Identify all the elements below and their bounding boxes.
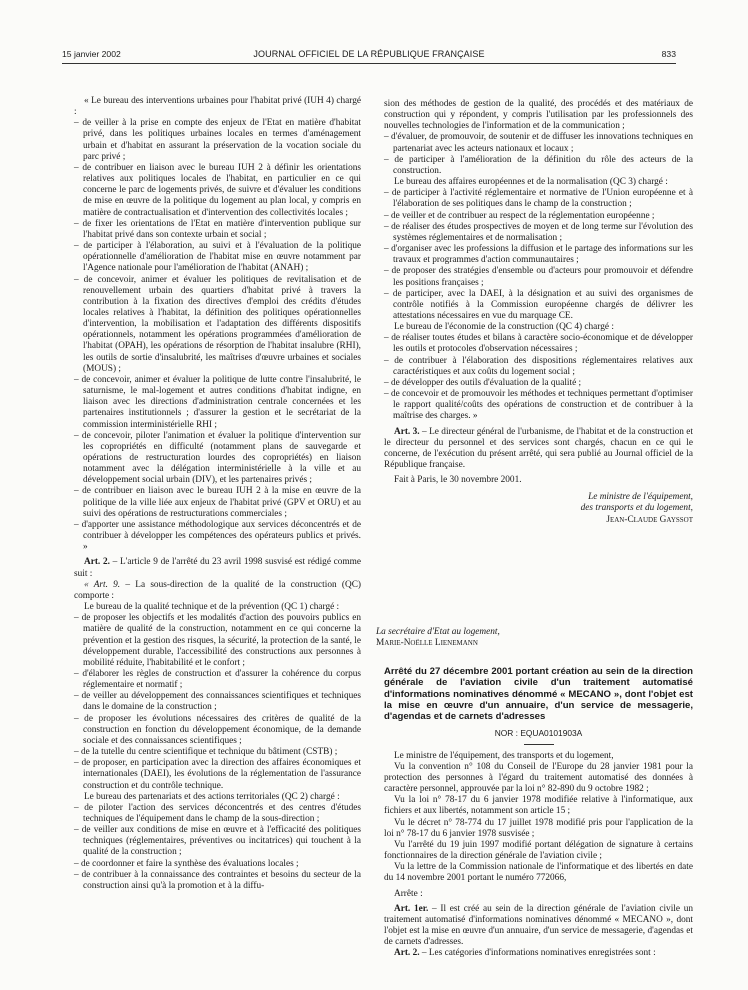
- paragraph: [384, 155, 693, 177]
- paragraph-text: – de fixer les orientations de l'Etat en matière d'intervention publique sur l'habitat privé dans son contexte urbain et social ;: [74, 218, 361, 240]
- paragraph: [74, 431, 361, 487]
- paragraph-text: – de contribuer à la connaissance des contraintes et besoins du secteur de la construction ainsi qu'à la promotion et à la diffu-: [74, 869, 361, 891]
- paragraph-text: – d'élaborer les règles de construction et d'assurer la cohérence du corpus réglementaire et normatif ;: [74, 668, 361, 691]
- signature-minister-line-1: Le ministre de l'équipement,: [588, 492, 693, 503]
- page-header: [62, 49, 676, 63]
- paragraph: [384, 795, 693, 817]
- decree-nor: NOR : EQUA0101903A: [494, 727, 583, 738]
- paragraph: [74, 275, 361, 375]
- paragraph: [384, 333, 693, 355]
- paragraph-text: – de participer, avec la DAEI, à la désignation et au suivi des organismes de contrôle notifiés à la Commission européenne chargés de délivrer les attestations nécessaires en vue du marquage CE.: [384, 288, 693, 321]
- paragraph: [384, 222, 693, 244]
- article-label: Art. 2.: [84, 557, 110, 568]
- right-column: [384, 99, 693, 526]
- paragraph: [74, 803, 361, 825]
- paragraph: [74, 486, 361, 519]
- paragraph-text: – de contribuer en liaison avec le bureau IUH 2 à la mise en œuvre de la politique de la ville liée aux enjeux de l'habitat privé (GPV et ORU) et au suivi des opérations de restructurations commerciales ;: [74, 486, 361, 519]
- paragraph-text: Le bureau de l'économie de la construction (QC 4) chargé :: [394, 322, 614, 333]
- paragraph: [74, 613, 361, 669]
- paragraph-text: – de veiller au développement des connaissances scientifiques et techniques dans le domaine de la construction ;: [74, 691, 361, 713]
- paragraph-text: Fait à Paris, le 30 novembre 2001.: [394, 475, 522, 486]
- secretary-signature: [376, 627, 676, 649]
- paragraph: [384, 211, 693, 222]
- paragraph: [384, 99, 693, 132]
- paragraph: [384, 356, 693, 378]
- paragraph-text: Vu la lettre de la Commission nationale de l'informatique et des libertés en date du 14 novembre 2001 portant le numéro 772066,: [384, 862, 693, 884]
- header-rule: [62, 63, 676, 64]
- signature-minister-name: Jean-Claude Gayssot: [606, 514, 693, 525]
- article-label: Art. 1er.: [394, 903, 429, 914]
- paragraph: [384, 378, 693, 389]
- paragraph-text: – de participer à l'élaboration, au suivi et à l'évaluation de la politique opérationnelle d'amélioration de l'habitat mise en œuvre notamment par l'Agence nationale pour l'amélioration de l'habitat (ANAH) ;: [74, 241, 361, 274]
- article-label: Art. 2.: [394, 948, 420, 959]
- paragraph: [74, 747, 361, 758]
- article-label: Art. 3.: [394, 426, 420, 437]
- paragraph-text: – Les catégories d'informations nominatives enregistrées sont :: [419, 948, 656, 959]
- paragraph-text: Vu le décret n° 78-774 du 17 juillet 1978 modifié pris pour l'application de la loi n° 78-17 du 6 janvier 1978 susvisée ;: [384, 817, 693, 839]
- paragraph-text: – de proposer les évolutions nécessaires des critères de qualité de la construction en fonction du développement économique, de la demande sociale et des connaissances scientifiques ;: [74, 713, 361, 746]
- paragraph-text: Le bureau des partenariats et des actions territoriales (QC 2) chargé :: [84, 791, 340, 802]
- paragraph: [74, 758, 361, 791]
- paragraph: [74, 792, 361, 803]
- paragraph-text: – d'apporter une assistance méthodologique aux services déconcentrés et de contribuer à développer les compétences des opérateurs publics et privés. »: [74, 519, 361, 553]
- signature-block: [384, 492, 693, 525]
- paragraph: [384, 475, 693, 486]
- paragraph-text: – de réaliser des études prospectives de moyen et de long terme sur l'évolution des systèmes réglementaires et de normalisation ;: [384, 221, 693, 243]
- right-column-top-text: [384, 99, 693, 486]
- paragraph: [384, 889, 693, 900]
- paragraph: [74, 557, 361, 579]
- paragraph-text: – de veiller aux conditions de mise en œuvre et à l'efficacité des politiques techniques (réglementaires, préventives ou incitatrices) qui touchent à la qualité de la construction ;: [74, 825, 361, 858]
- header-date: 15 janvier 2002: [62, 49, 121, 59]
- paragraph: [74, 859, 361, 870]
- paragraph-text: – de veiller à la prise en compte des enjeux de l'Etat en matière d'habitat privé, dans les politiques urbaines locales en termes d'aménagement urbain et d'habitat en assurant la préservation de la vocation sociale du parc privé ;: [74, 118, 361, 162]
- paragraph: [384, 818, 693, 840]
- paragraph-text: Le bureau de la qualité technique et de la prévention (QC 1) chargé :: [84, 602, 340, 613]
- paragraph-text: Le ministre de l'équipement, des transports et du logement,: [394, 750, 614, 761]
- paragraph-text: – L'article 9 de l'arrêté du 23 avril 1998 susvisé est rédigé comme suit :: [74, 557, 362, 579]
- paragraph: [74, 96, 361, 118]
- decree-title: Arrêté du 27 décembre 2001 portant création au sein de la direction générale de l'aviation civile d'un traitement automatisé d'informations nominatives dénommé « MECANO », dont l'objet est la mise en œuvre d'un annuaire, d'un service de messagerie, d'agendas et de carnets d'adresses: [384, 666, 693, 723]
- paragraph: [384, 751, 693, 762]
- paragraph: [384, 177, 693, 188]
- paragraph: [74, 118, 361, 163]
- paragraph: [384, 244, 693, 266]
- paragraph-text: sion des méthodes de gestion de la qualité, des procédés et des matériaux de construction qui y répondent, y compris l'utilisation par les professionnels des nouvelles technologies de l'information et de la communication ;: [384, 99, 693, 132]
- paragraph-text: – de la tutelle du centre scientifique et technique du bâtiment (CSTB) ;: [74, 747, 338, 758]
- paragraph: [74, 669, 361, 691]
- paragraph: [384, 322, 693, 333]
- paragraph-text: – de réaliser toutes études et bilans à caractère socio-économique et de développer les outils et protocoles d'observation nécessaires ;: [384, 333, 693, 355]
- paragraph: [74, 602, 361, 613]
- paragraph-text: – Le directeur général de l'urbanisme, de l'habitat et de la construction et le directeur du personnel et des services sont chargés, chacun en ce qui le concerne, de l'exécution du présent arrêté, qui sera publié au Journal officiel de la République française.: [384, 426, 693, 470]
- paragraph: [74, 219, 361, 241]
- paragraph-text: – de développer des outils d'évaluation de la qualité ;: [384, 377, 582, 388]
- paragraph: [74, 580, 361, 602]
- paragraph: [74, 241, 361, 274]
- decree-body: [384, 751, 693, 960]
- paragraph: [384, 389, 693, 422]
- paragraph-text: – d'organiser avec les professions la diffusion et le partage des informations sur les travaux et programmes d'action communautaires ;: [384, 244, 693, 266]
- paragraph-text: – de concevoir, animer et évaluer la politique de lutte contre l'insalubrité, le saturnisme, le mal-logement et autres conditions d'habitat indigne, en liaison avec les directions d'administration centrale concernées et les partenaires institutionnels ; d'assurer la gestion et le secrétariat de la commission interministérielle RHI ;: [74, 374, 361, 430]
- paragraph: [384, 762, 693, 795]
- paragraph-text: – de participer à l'activité réglementaire et normative de l'Union européenne et à l'élaboration de ses politiques dans le champ de la construction ;: [384, 188, 693, 210]
- paragraph: [74, 870, 361, 892]
- paragraph: [74, 163, 361, 219]
- header-journal-title: JOURNAL OFFICIEL DE LA RÉPUBLIQUE FRANÇAISE: [253, 49, 485, 59]
- paragraph: [384, 427, 693, 472]
- paragraph-text: – de contribuer à l'élaboration des dispositions réglementaires relatives aux caractéristiques et aux coûts du logement social ;: [384, 355, 693, 377]
- paragraph-text: Arrête :: [394, 888, 423, 899]
- paragraph: [74, 520, 361, 553]
- paragraph-text: – de proposer, en participation avec la direction des affaires économiques et internationales (DAEI), les évolutions de la réglementation de l'assurance construction et du contrôle technique.: [74, 758, 361, 791]
- paragraph: [384, 266, 693, 288]
- paragraph-text: – de proposer les objectifs et les modalités d'action des pouvoirs publics en matière de qualité de la construction, notamment en ce qui concerne la prévention et la gestion des risques, la sécurité, la protection de la santé, le développement durable, l'accessibilité des constructions aux personnes à mobilité réduite, l'habitabilité et le confort ;: [74, 613, 361, 668]
- paragraph-text: – de concevoir, piloter l'animation et évaluer la politique d'intervention sur les copropriétés en difficulté (notamment plans de sauvegarde et opérations de restructuration lourdes des copropriétés) en liaison notamment avec la délégation interministérielle à la ville et au développement social urbain (DIV), et les partenaires privés ;: [74, 430, 361, 486]
- paragraph-text: Vu l'arrêté du 19 juin 1997 modifié portant délégation de signature à certains fonctionnaires de la direction générale de l'aviation civile ;: [384, 839, 693, 862]
- article-label: « Art. 9.: [84, 579, 121, 590]
- paragraph-text: Le bureau des affaires européennes et de la normalisation (QC 3) chargé :: [394, 177, 668, 188]
- paragraph-text: – La sous-direction de la qualité de la construction (QC) comporte :: [74, 579, 361, 601]
- paragraph: [384, 840, 693, 862]
- nor-rule: [524, 744, 554, 745]
- signature-secretary-line: La secrétaire d'Etat au logement,: [376, 627, 500, 637]
- paragraph-text: – de contribuer en liaison avec le bureau IUH 2 à définir les orientations relatives aux politiques locales de l'habitat, en particulier en ce qui concerne le parc de logements privés, de suivre et d'évaluer les conditions de mise en œuvre de la politique du logement au plan local, y compris en matière de contractualisation et d'intervention des collectivités locales ;: [74, 162, 361, 218]
- paragraph: [384, 904, 693, 949]
- paragraph-text: – de piloter l'action des services déconcentrés et des centres d'études techniques de l'équipement dans le champ de la sous-direction ;: [74, 802, 361, 824]
- paragraph-text: – de coordonner et faire la synthèse des évaluations locales ;: [74, 858, 299, 869]
- paragraph-text: Vu la convention n° 108 du Conseil de l'Europe du 28 janvier 1981 pour la protection des personnes à l'égard du traitement automatisé des données à caractère personnel, approuvée par la loi n° 82-890 du 9 octobre 1982 ;: [384, 761, 693, 795]
- paragraph: [74, 714, 361, 747]
- paragraph: [384, 862, 693, 884]
- paragraph-text: – d'évaluer, de promouvoir, de soutenir et de diffuser les innovations techniques en partenariat avec les acteurs nationaux et locaux ;: [384, 132, 693, 154]
- paragraph: [384, 188, 693, 210]
- paragraph-text: – de veiller et de contribuer au respect de la réglementation européenne ;: [384, 210, 655, 221]
- signature-secretary-name: Marie-Noëlle Lienemann: [376, 638, 478, 649]
- signature-minister-line-2: des transports et du logement,: [580, 503, 693, 514]
- paragraph-text: « Le bureau des interventions urbaines pour l'habitat privé (IUH 4) chargé :: [74, 96, 361, 118]
- paragraph: [384, 948, 693, 959]
- paragraph-text: Vu la loi n° 78-17 du 6 janvier 1978 modifiée relative à l'informatique, aux fichiers et aux libertés, notamment son article 15 ;: [384, 795, 693, 817]
- header-page-number: 833: [661, 49, 676, 59]
- left-column: [74, 96, 361, 892]
- paragraph-text: – de proposer des stratégies d'ensemble ou d'acteurs pour promouvoir et défendre les positions françaises ;: [384, 266, 693, 288]
- paragraph: [384, 289, 693, 322]
- paragraph-text: – de concevoir et de promouvoir les méthodes et techniques permettant d'optimiser le rapport qualité/coûts des opérations de construction et de contribuer à la maîtrise des charges. »: [384, 389, 693, 422]
- paragraph: [74, 691, 361, 713]
- decree-section: [384, 655, 693, 959]
- paragraph-text: – Il est créé au sein de la direction générale de l'aviation civile un traitement automatisé d'informations nominatives dénommé « MECANO », dont l'objet est la mise en œuvre d'un annuaire, d'un service de messagerie, d'agendas et de carnets d'adresses.: [384, 903, 693, 948]
- paragraph: [74, 375, 361, 431]
- paragraph: [384, 132, 693, 154]
- paragraph-text: – de concevoir, animer et évaluer les politiques de revitalisation et de renouvellement urbain des quartiers d'habitat privé à travers la contribution à la fixation des directives d'emploi des crédits d'études locales relatives à l'habitat, la définition des politiques opérationnelles d'intervention, la mobilisation et l'adaptation des différents dispositifs opérationnels, notamment les opérations programmées d'amélioration de l'habitat (OPAH), les opérations de résorption de l'habitat insalubre (RHI), les outils de sortie d'insalubrité, les maîtrises d'œuvre urbaines et sociales (MOUS) ;: [74, 274, 361, 374]
- paragraph: [74, 825, 361, 858]
- paragraph-text: – de participer à l'amélioration de la définition du rôle des acteurs de la construction.: [384, 154, 693, 176]
